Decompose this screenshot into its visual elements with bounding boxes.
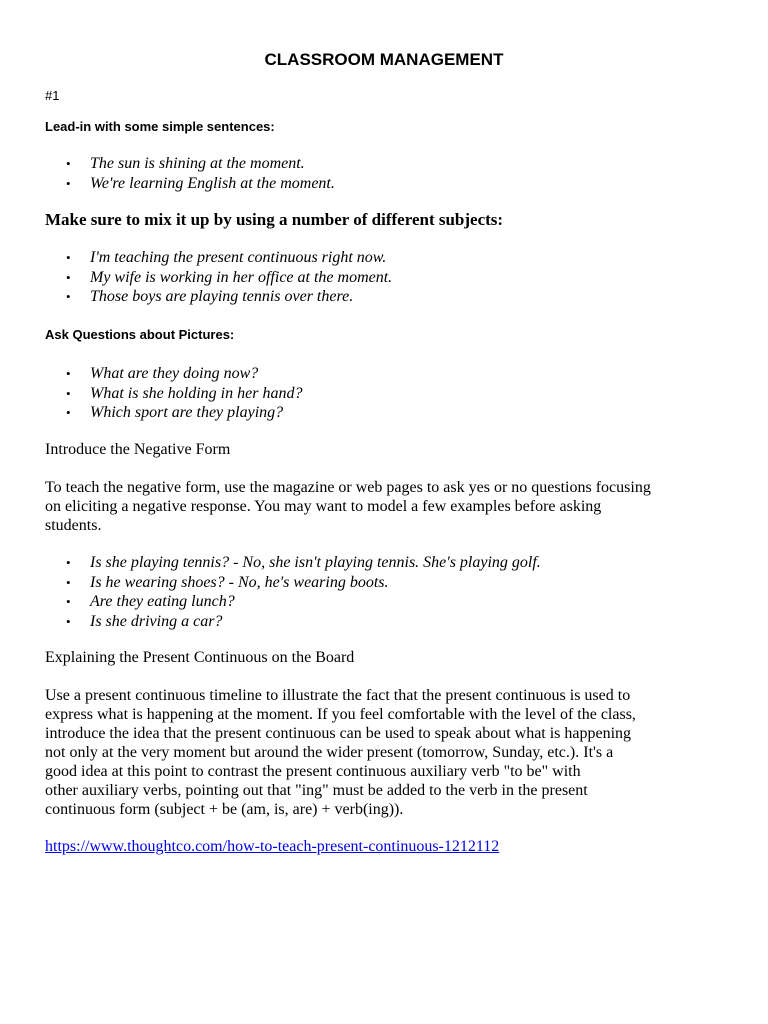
list-item: • Is she playing tennis? - No, she isn't playing tennis. She's playing golf. [66,553,541,573]
list-item: • What are they doing now? [66,364,302,384]
paragraph-line: To teach the negative form, use the magazine or web pages to ask yes or no questions focusing [45,479,651,496]
paragraph-line: other auxiliary verbs, pointing out that "ing" must be added to the verb in the present [45,782,588,799]
paragraph-line: good idea at this point to contrast the present continuous auxiliary verb "to be" with [45,763,581,780]
lead-in-heading: Lead-in with some simple sentences: [45,119,275,134]
list-item: • The sun is shining at the moment. [66,154,335,174]
subjects-heading: Make sure to mix it up by using a number of different subjects: [45,210,504,229]
paragraph-line: not only at the very moment but around the wider present (tomorrow, Sunday, etc.). It's a [45,744,614,761]
negative-paragraph [45,478,735,535]
document-title: CLASSROOM MANAGEMENT [264,50,504,69]
list-item: • We're learning English at the moment. [66,174,335,194]
negative-list [66,553,541,631]
subjects-list [66,248,392,307]
negative-heading: Introduce the Negative Form [45,441,231,458]
paragraph-line: students. [45,517,102,534]
board-paragraph [45,686,735,819]
list-item: • What is she holding in her hand? [66,384,302,404]
list-item: • Are they eating lunch? [66,592,541,612]
pictures-list [66,364,302,423]
paragraph-line: on eliciting a negative response. You may want to model a few examples before asking [45,498,602,515]
paragraph-line: Use a present continuous timeline to illustrate the fact that the present continuous is used to [45,687,631,704]
list-item: • Is she driving a car? [66,612,541,632]
board-heading: Explaining the Present Continuous on the Board [45,649,355,666]
list-item: • Those boys are playing tennis over there. [66,287,392,307]
paragraph-line: express what is happening at the moment. If you feel comfortable with the level of the class, [45,706,636,723]
list-item: • I'm teaching the present continuous right now. [66,248,392,268]
source-link[interactable]: https://www.thoughtco.com/how-to-teach-present-continuous-1212112 [45,838,500,855]
paragraph-line: introduce the idea that the present continuous can be used to speak about what is happening [45,725,632,742]
list-item: • Is he wearing shoes? - No, he's wearing boots. [66,573,541,593]
section-number: #1 [45,88,60,103]
list-item: • Which sport are they playing? [66,403,302,423]
pictures-heading: Ask Questions about Pictures: [45,327,235,342]
list-item: • My wife is working in her office at the moment. [66,268,392,288]
lead-in-list [66,154,335,193]
paragraph-line: continuous form (subject + be (am, is, are) + verb(ing)). [45,801,404,818]
